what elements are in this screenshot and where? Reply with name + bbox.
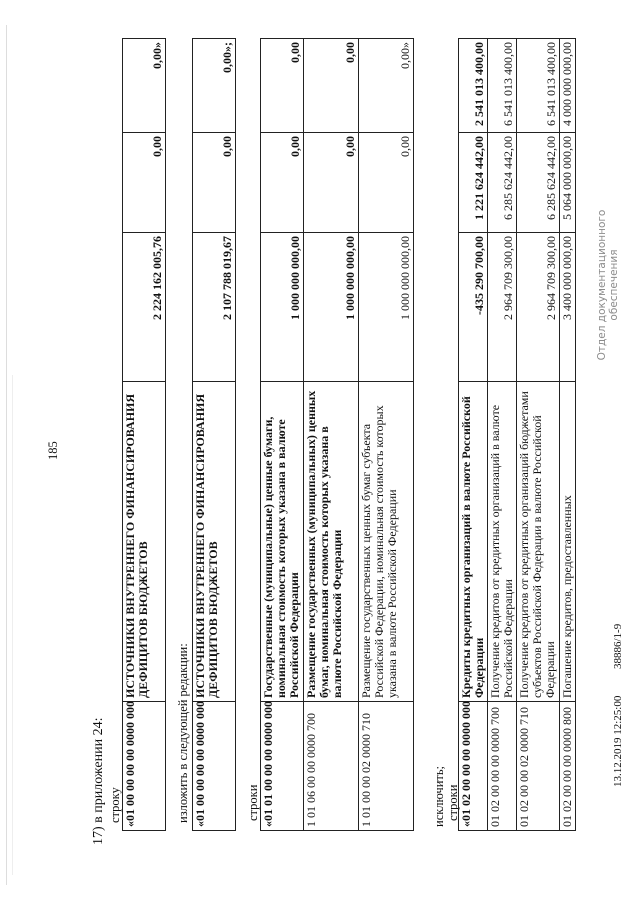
- footer-doc-number: 38886/1-9: [612, 623, 624, 669]
- line-word: строку: [108, 787, 122, 823]
- table-row: [488, 39, 517, 831]
- table-securities: [260, 38, 414, 831]
- new-edition-line: изложить в следующей редакции:: [176, 643, 190, 823]
- footer-timestamp: 13.12.2019 12:25:00: [612, 695, 624, 787]
- cell-value-1: 1 000 000 000,00: [359, 233, 414, 382]
- cell-value-3: 0,00: [304, 39, 359, 133]
- cell-code: 01 02 00 00 00 0000 700: [488, 702, 517, 831]
- scan-edge-top: [6, 25, 7, 885]
- table-row: [123, 39, 166, 831]
- cell-name: ИСТОЧНИКИ ВНУТРЕННЕГО ФИНАНСИРОВАНИЯ ДЕФИЦИТОВ БЮДЖЕТОВ: [123, 382, 166, 702]
- cell-value-2: 0,00: [304, 133, 359, 233]
- cell-value-2: 5 064 000 000,00: [560, 133, 576, 233]
- cell-code: «01 01 00 00 00 0000 000: [261, 702, 304, 831]
- cell-code: 1 01 00 00 02 0000 710: [359, 702, 414, 831]
- table-row: [359, 39, 414, 831]
- cell-name: Получение кредитов от кредитных организаций бюджетами субъектов Российской Федерации в валюте Российской Федерации: [517, 382, 560, 702]
- table-row: [193, 39, 236, 831]
- cell-value-3: 6 541 013 400,00: [517, 39, 560, 133]
- cell-name: Кредиты кредитных организаций в валюте Российской Федерации: [459, 382, 488, 702]
- cell-value-2: 6 285 624 442,00: [488, 133, 517, 233]
- cell-value-2: 0,00: [359, 133, 414, 233]
- cell-value-1: 3 400 000 000,00: [560, 233, 576, 382]
- cell-name: Государственные (муниципальные) ценные бумаги, номинальная стоимость которых указана в валюте Российской Федерации: [261, 382, 304, 702]
- table-row: [261, 39, 304, 831]
- table-new-row: [192, 38, 236, 831]
- cell-name: Получение кредитов от кредитных организаций в валюте Российской Федерации: [488, 382, 517, 702]
- cell-code: «01 00 00 00 00 0000 000: [193, 702, 236, 831]
- cell-name: ИСТОЧНИКИ ВНУТРЕННЕГО ФИНАНСИРОВАНИЯ ДЕФИЦИТОВ БЮДЖЕТОВ: [193, 382, 236, 702]
- cell-value-3: 6 541 013 400,00: [488, 39, 517, 133]
- cell-name: Размещение государственных ценных бумаг субъекта Российской Федерации, номинальная стоимость которых указана в валюте Российской Федерации: [359, 382, 414, 702]
- page-number: 185: [46, 441, 60, 460]
- cell-value-2: 0,00: [261, 133, 304, 233]
- table-row: [304, 39, 359, 831]
- cell-value-1: 1 000 000 000,00: [261, 233, 304, 382]
- stamp-line-1: Отдел документационного: [596, 209, 608, 361]
- table-credits: [458, 38, 576, 831]
- cell-value-1: 2 964 709 300,00: [488, 233, 517, 382]
- cell-value-2: 6 285 624 442,00: [517, 133, 560, 233]
- cell-value-2: 0,00: [123, 133, 166, 233]
- exclude-line: исключить;: [432, 765, 446, 827]
- cell-value-1: 2 224 162 005,76: [123, 233, 166, 382]
- appendix-line: 17) в приложении 24:: [91, 717, 106, 845]
- cell-code: 01 02 00 00 02 0000 710: [517, 702, 560, 831]
- cell-value-3: 4 000 000 000,00: [560, 39, 576, 133]
- cell-code: 1 01 06 00 00 0000 700: [304, 702, 359, 831]
- cell-value-3: 0,00»: [123, 39, 166, 133]
- table-row: [459, 39, 488, 831]
- cell-value-2: 0,00: [193, 133, 236, 233]
- cell-value-3: 0,00»;: [193, 39, 236, 133]
- cell-code: 01 02 00 00 00 0000 800: [560, 702, 576, 831]
- lines-word-2: строки: [446, 784, 460, 821]
- cell-value-3: 0,00»: [359, 39, 414, 133]
- cell-value-1: 1 000 000 000,00: [304, 233, 359, 382]
- cell-value-1: -435 290 700,00: [459, 233, 488, 382]
- table-row: [560, 39, 576, 831]
- department-stamp: [596, 205, 620, 365]
- cell-value-3: 0,00: [261, 39, 304, 133]
- scan-edge-top-2: [12, 375, 13, 875]
- cell-code: «01 00 00 00 00 0000 000: [123, 702, 166, 831]
- table-old-row: [122, 38, 166, 831]
- cell-value-3: 2 541 013 400,00: [459, 39, 488, 133]
- cell-code: «01 02 00 00 00 0000 000: [459, 702, 488, 831]
- cell-name: Размещение государственных (муниципальных) ценных бумаг, номинальная стоимость которых указана в валюте Российской Федерации: [304, 382, 359, 702]
- lines-word: строки: [246, 784, 260, 821]
- cell-name: Погашение кредитов, предоставленных: [560, 382, 576, 702]
- cell-value-2: 1 221 624 442,00: [459, 133, 488, 233]
- cell-value-1: 2 964 709 300,00: [517, 233, 560, 382]
- stamp-line-2: обеспечения: [608, 249, 620, 321]
- table-row: [517, 39, 560, 831]
- cell-value-1: 2 107 788 019,67: [193, 233, 236, 382]
